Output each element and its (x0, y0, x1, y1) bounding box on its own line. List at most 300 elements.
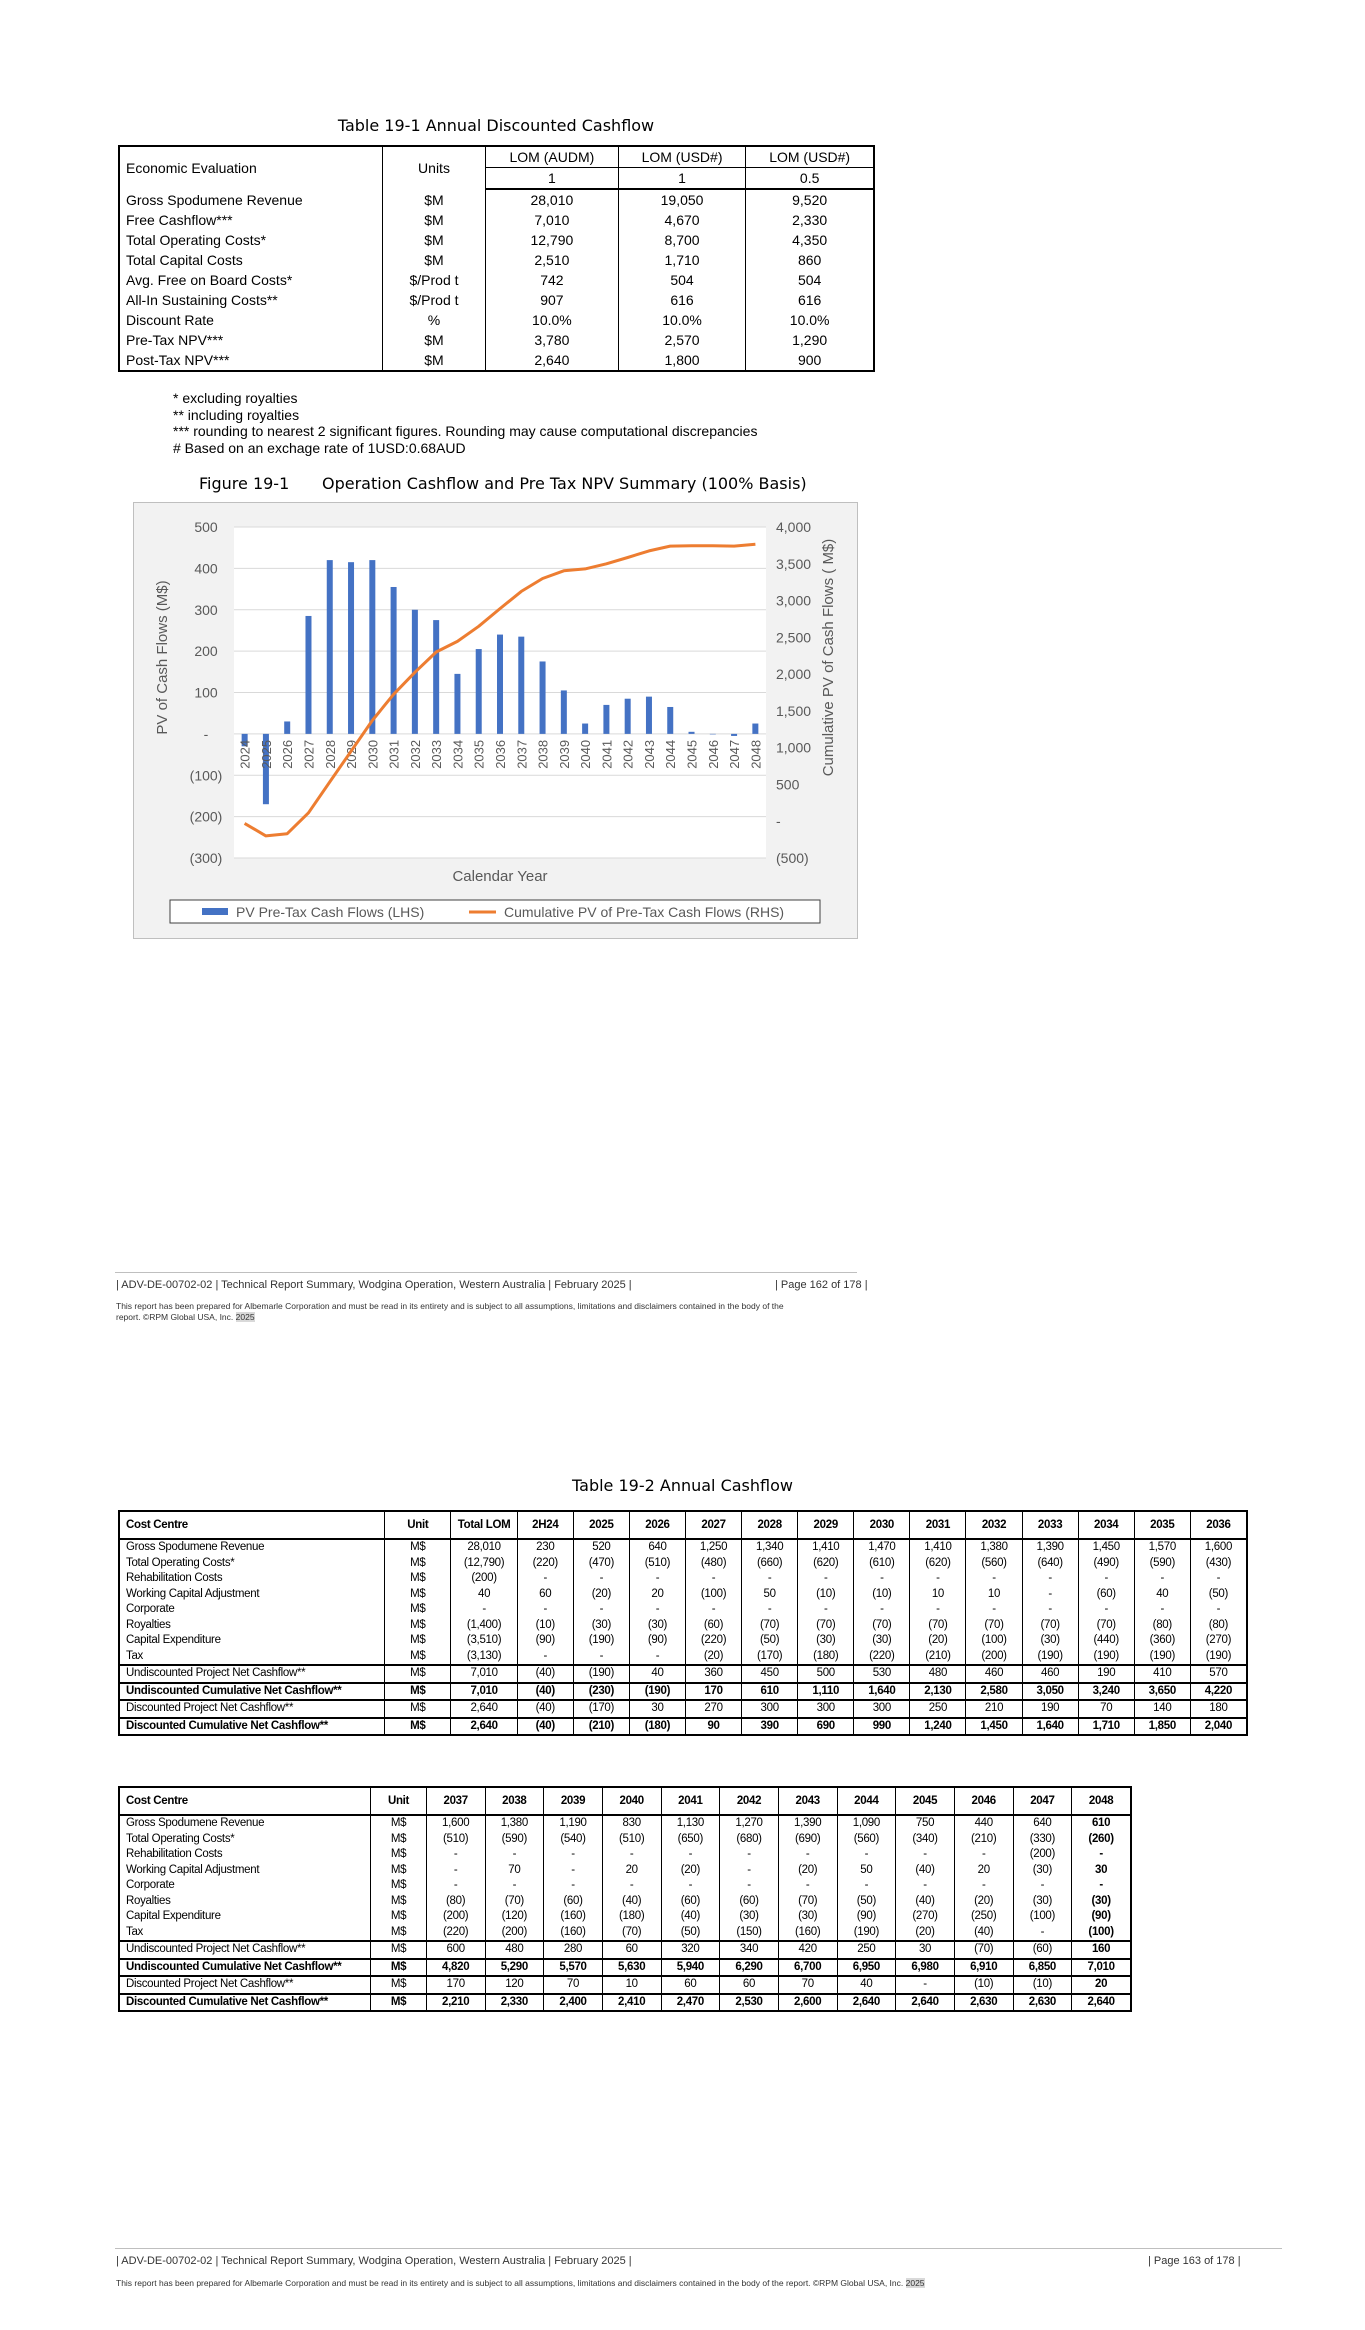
table-row (119, 1718, 1247, 1736)
bar (348, 562, 354, 734)
cell-value: (60) (1078, 1587, 1134, 1603)
cell-value: (10) (1013, 1976, 1072, 1994)
cell-value: (60) (544, 1894, 603, 1910)
cell-value: 6,700 (778, 1959, 837, 1977)
cell-value: (30) (1072, 1894, 1131, 1910)
header-period: 2025 (573, 1511, 629, 1539)
bar (305, 616, 311, 734)
cell-value: (220) (426, 1925, 485, 1942)
cell-value: - (602, 1847, 661, 1863)
cell-value: (610) (854, 1556, 910, 1572)
cell-value: 1,130 (661, 1815, 720, 1832)
cell-value: (190) (1134, 1649, 1190, 1666)
cell-value: (190) (1078, 1649, 1134, 1666)
cell-value: 640 (629, 1539, 685, 1556)
row-label: Discounted Project Net Cashflow** (119, 1700, 385, 1718)
bar (518, 637, 524, 734)
header-period: 2027 (686, 1511, 742, 1539)
cell-value: 750 (896, 1815, 955, 1832)
cell-value: (80) (1134, 1618, 1190, 1634)
y2-tick-label: (500) (776, 850, 809, 866)
cell-value: (50) (661, 1925, 720, 1942)
x-tick-label: 2026 (280, 739, 296, 769)
header-period: 2040 (602, 1787, 661, 1815)
value-lom-audm: 7,010 (486, 210, 619, 230)
cell-value: (660) (742, 1556, 798, 1572)
row-label: Pre-Tax NPV*** (119, 330, 383, 350)
header-lom-audm: LOM (AUDM) (486, 146, 619, 168)
value-lom-usd-1: 616 (618, 290, 746, 310)
cell-value: - (485, 1847, 544, 1863)
row-unit: M$ (385, 1539, 451, 1556)
cell-value: - (573, 1571, 629, 1587)
cell-value: (3,510) (451, 1633, 517, 1649)
table-row (119, 1878, 1131, 1894)
y-tick-label: 100 (194, 684, 218, 701)
y2-axis-title: Cumulative PV of Cash Flows ( M$) (820, 538, 837, 777)
row-unit: M$ (385, 1587, 451, 1603)
cell-value: (510) (629, 1556, 685, 1572)
cell-value: 1,380 (485, 1815, 544, 1832)
cell-value: - (517, 1649, 573, 1666)
x-tick-label: 2044 (663, 739, 679, 769)
cell-value: (40) (896, 1894, 955, 1910)
cell-value: (40) (517, 1683, 573, 1701)
row-unit: M$ (371, 1815, 427, 1832)
cell-value: (170) (573, 1700, 629, 1718)
table-row (119, 1832, 1131, 1848)
x-tick-label: 2038 (535, 739, 551, 769)
legend-bar-swatch (202, 908, 228, 915)
cell-value: (30) (778, 1909, 837, 1925)
cell-value: 1,410 (910, 1539, 966, 1556)
y-tick-label: 300 (194, 601, 218, 618)
disclaimer-year: 2025 (235, 1312, 255, 1322)
cell-value: 600 (426, 1941, 485, 1959)
cell-value: 570 (1190, 1665, 1247, 1683)
row-label: Total Operating Costs* (119, 230, 383, 250)
bar (391, 587, 397, 734)
value-lom-usd-2: 10.0% (746, 310, 874, 330)
bar (369, 560, 375, 734)
cell-value: (440) (1078, 1633, 1134, 1649)
cell-value: - (837, 1847, 896, 1863)
row-label: Royalties (119, 1894, 371, 1910)
footer-divider (115, 1272, 857, 1273)
cell-value: 2,130 (910, 1683, 966, 1701)
x-tick-label: 2035 (471, 739, 487, 769)
cell-value: - (837, 1878, 896, 1894)
cell-value: (100) (686, 1587, 742, 1603)
row-label: Gross Spodumene Revenue (119, 1815, 371, 1832)
disclaimer-text: report. ©RPM Global USA, Inc. (116, 1312, 234, 1322)
note: *** rounding to nearest 2 significant figures. Rounding may cause computational discrepancies (173, 423, 758, 439)
cell-value: 320 (661, 1941, 720, 1959)
figure-label: Figure 19-1 (199, 474, 290, 493)
cell-value: 28,010 (451, 1539, 517, 1556)
value-lom-usd-2: 4,350 (746, 230, 874, 250)
cell-value: 30 (629, 1700, 685, 1718)
cell-value: (70) (966, 1618, 1022, 1634)
cell-value: 690 (798, 1718, 854, 1736)
cell-value: (60) (720, 1894, 779, 1910)
y-tick-label: 500 (194, 519, 218, 535)
bar (327, 560, 333, 734)
cell-value: 990 (854, 1718, 910, 1736)
annual-cashflow-table-part-2 (118, 1786, 1132, 2012)
table-notes (173, 390, 757, 456)
row-label: Free Cashflow*** (119, 210, 383, 230)
cell-value: 210 (966, 1700, 1022, 1718)
cell-value: (560) (966, 1556, 1022, 1572)
cell-value: (270) (896, 1909, 955, 1925)
cell-value: (40) (517, 1700, 573, 1718)
cell-value: 2,640 (1072, 1994, 1131, 2012)
cell-value: (340) (896, 1832, 955, 1848)
cell-value: - (1072, 1878, 1131, 1894)
cell-value: - (544, 1847, 603, 1863)
row-unit: M$ (385, 1556, 451, 1572)
table-row (119, 1700, 1247, 1718)
cell-value: 2,640 (896, 1994, 955, 2012)
cell-value: (70) (485, 1894, 544, 1910)
cell-value: (20) (661, 1863, 720, 1879)
cell-value: - (1190, 1602, 1247, 1618)
footer-disclaimer (116, 1301, 876, 1323)
cell-value: (30) (798, 1633, 854, 1649)
cell-value: 5,630 (602, 1959, 661, 1977)
disclaimer-text: This report has been prepared for Albemarle Corporation and must be read in its entirety and is subject to all assumptions, limitations and disclaimers contained in the body of the report. ©RPM Global USA, Inc. (116, 2278, 904, 2288)
cell-value: 190 (1078, 1665, 1134, 1683)
cell-value: 300 (742, 1700, 798, 1718)
table-row (119, 1556, 1247, 1572)
cell-value: - (544, 1878, 603, 1894)
cell-value: 1,850 (1134, 1718, 1190, 1736)
cell-value: 2,470 (661, 1994, 720, 2012)
table-row (119, 1847, 1131, 1863)
table-row (119, 1618, 1247, 1634)
cell-value: 40 (451, 1587, 517, 1603)
cell-value: 610 (1072, 1815, 1131, 1832)
table-row (119, 189, 874, 210)
cell-value: (200) (426, 1909, 485, 1925)
cell-value: - (661, 1878, 720, 1894)
bar (752, 724, 758, 734)
value-lom-usd-2: 2,330 (746, 210, 874, 230)
cell-value: - (686, 1602, 742, 1618)
row-unit: M$ (385, 1718, 451, 1736)
cell-value: 2,530 (720, 1994, 779, 2012)
cell-value: - (1134, 1571, 1190, 1587)
cell-value: 50 (742, 1587, 798, 1603)
cell-value: - (1078, 1571, 1134, 1587)
y2-tick-label: 500 (776, 776, 800, 793)
cell-value: (70) (602, 1925, 661, 1942)
cell-value: - (629, 1649, 685, 1666)
x-tick-label: 2047 (727, 739, 743, 769)
cell-value: 500 (798, 1665, 854, 1683)
header-period: 2044 (837, 1787, 896, 1815)
bar (582, 724, 588, 734)
header-period: 2033 (1022, 1511, 1078, 1539)
cell-value: - (854, 1602, 910, 1618)
cell-value: (80) (1190, 1618, 1247, 1634)
row-label: Discounted Cumulative Net Cashflow** (119, 1718, 385, 1736)
table-row (119, 1571, 1247, 1587)
cell-value: (90) (517, 1633, 573, 1649)
footer-page-number: | Page 163 of 178 | (1148, 2255, 1241, 2267)
cell-value: 4,820 (426, 1959, 485, 1977)
value-lom-usd-1: 1,800 (618, 350, 746, 371)
cell-value: - (1022, 1571, 1078, 1587)
value-lom-audm: 742 (486, 270, 619, 290)
table-row (119, 230, 874, 250)
cell-value: (210) (573, 1718, 629, 1736)
cell-value: 190 (1022, 1700, 1078, 1718)
cell-value: 360 (686, 1665, 742, 1683)
row-unit: M$ (371, 1894, 427, 1910)
header-period: 2030 (854, 1511, 910, 1539)
cell-value: 120 (485, 1976, 544, 1994)
cell-value: (510) (602, 1832, 661, 1848)
x-tick-label: 2030 (365, 739, 381, 769)
cell-value: (220) (517, 1556, 573, 1572)
row-label: Capital Expenditure (119, 1633, 385, 1649)
cell-value: 230 (517, 1539, 573, 1556)
cell-value: - (485, 1878, 544, 1894)
value-lom-usd-1: 19,050 (618, 189, 746, 210)
cell-value: - (854, 1571, 910, 1587)
cell-value: (510) (426, 1832, 485, 1848)
cell-value: 480 (910, 1665, 966, 1683)
cell-value: 1,270 (720, 1815, 779, 1832)
table-row (119, 1909, 1131, 1925)
cell-value: 1,640 (854, 1683, 910, 1701)
cell-value: 180 (1190, 1700, 1247, 1718)
cell-value: (220) (854, 1649, 910, 1666)
cell-value: 7,010 (451, 1665, 517, 1683)
value-lom-audm: 12,790 (486, 230, 619, 250)
cell-value: 480 (485, 1941, 544, 1959)
value-lom-audm: 28,010 (486, 189, 619, 210)
row-label: Discount Rate (119, 310, 383, 330)
row-unit: $M (383, 350, 486, 371)
value-lom-usd-1: 8,700 (618, 230, 746, 250)
cell-value: - (602, 1878, 661, 1894)
cell-value: (10) (798, 1587, 854, 1603)
header-economic-evaluation: Economic Evaluation (119, 146, 383, 189)
cell-value: 830 (602, 1815, 661, 1832)
y-tick-label: (100) (189, 767, 223, 784)
row-unit: M$ (371, 1863, 427, 1879)
cell-value: - (661, 1847, 720, 1863)
cell-value: 10 (910, 1587, 966, 1603)
cell-value: 1,640 (1022, 1718, 1078, 1736)
row-label: Corporate (119, 1602, 385, 1618)
row-unit: $/Prod t (383, 290, 486, 310)
header-period: 2045 (896, 1787, 955, 1815)
cell-value: (20) (573, 1587, 629, 1603)
y2-tick-label: 3,500 (776, 555, 812, 572)
cell-value: - (573, 1602, 629, 1618)
value-lom-usd-2: 860 (746, 250, 874, 270)
header-period: 2035 (1134, 1511, 1190, 1539)
cell-value: 7,010 (451, 1683, 517, 1701)
cell-value: (200) (966, 1649, 1022, 1666)
cell-value: (210) (954, 1832, 1013, 1848)
x-tick-label: 2033 (429, 739, 445, 769)
cell-value: 300 (798, 1700, 854, 1718)
row-unit: M$ (385, 1665, 451, 1683)
cell-value: 250 (910, 1700, 966, 1718)
cell-value: 3,650 (1134, 1683, 1190, 1701)
value-lom-usd-2: 616 (746, 290, 874, 310)
cell-value: 2,630 (954, 1994, 1013, 2012)
cell-value: (40) (602, 1894, 661, 1910)
cell-value: 170 (426, 1976, 485, 1994)
row-label: Total Operating Costs* (119, 1556, 385, 1572)
bar (561, 690, 567, 733)
cell-value: 6,980 (896, 1959, 955, 1977)
x-tick-label: 2039 (556, 739, 572, 769)
row-label: Undiscounted Project Net Cashflow** (119, 1941, 371, 1959)
row-unit: M$ (371, 1925, 427, 1942)
cell-value: (70) (1022, 1618, 1078, 1634)
row-unit: M$ (385, 1602, 451, 1618)
footer-divider (115, 2248, 1282, 2249)
cell-value: - (954, 1878, 1013, 1894)
row-label: Corporate (119, 1878, 371, 1894)
header-period: 2036 (1190, 1511, 1247, 1539)
x-tick-label: 2041 (599, 739, 615, 769)
cell-value: - (629, 1571, 685, 1587)
cell-value: (590) (485, 1832, 544, 1848)
cell-value: - (798, 1571, 854, 1587)
row-label: Rehabilitation Costs (119, 1847, 371, 1863)
header-period: 2041 (661, 1787, 720, 1815)
row-label: Capital Expenditure (119, 1909, 371, 1925)
subheader-usd-2: 0.5 (746, 168, 874, 190)
cell-value: (190) (837, 1925, 896, 1942)
table-row (119, 1941, 1131, 1959)
cell-value: 1,410 (798, 1539, 854, 1556)
cell-value: 340 (720, 1941, 779, 1959)
value-lom-audm: 2,640 (486, 350, 619, 371)
cell-value: (190) (573, 1665, 629, 1683)
cell-value: - (426, 1863, 485, 1879)
bar (284, 721, 290, 733)
cell-value: - (686, 1571, 742, 1587)
header-unit: Unit (385, 1511, 451, 1539)
cell-value: 140 (1134, 1700, 1190, 1718)
table-row (119, 1633, 1247, 1649)
cell-value: (180) (798, 1649, 854, 1666)
y-tick-label: (300) (189, 850, 223, 866)
row-label: Total Capital Costs (119, 250, 383, 270)
value-lom-usd-1: 504 (618, 270, 746, 290)
cell-value: 440 (954, 1815, 1013, 1832)
cell-value: (90) (629, 1633, 685, 1649)
y2-tick-label: 3,000 (776, 592, 812, 609)
cell-value: (30) (1013, 1894, 1072, 1910)
cell-value: 50 (837, 1863, 896, 1879)
cell-value: 420 (778, 1941, 837, 1959)
cell-value: 1,240 (910, 1718, 966, 1736)
value-lom-usd-2: 900 (746, 350, 874, 371)
cell-value: (20) (778, 1863, 837, 1879)
cell-value: (70) (910, 1618, 966, 1634)
y2-tick-label: - (776, 813, 781, 830)
note: ** including royalties (173, 406, 300, 423)
table-row (119, 1602, 1247, 1618)
cell-value: 640 (1013, 1815, 1072, 1832)
row-unit: $M (383, 330, 486, 350)
row-unit: M$ (371, 1976, 427, 1994)
cell-value: 2,040 (1190, 1718, 1247, 1736)
cell-value: 1,390 (778, 1815, 837, 1832)
row-label: Rehabilitation Costs (119, 1571, 385, 1587)
cell-value: (590) (1134, 1556, 1190, 1572)
cell-value: 1,710 (1078, 1718, 1134, 1736)
x-tick-label: 2024 (237, 739, 253, 769)
footer-doc-info: | ADV-DE-00702-02 | Technical Report Summary, Wodgina Operation, Western Australia | February 2025 | (116, 1279, 632, 1291)
cell-value: 6,290 (720, 1959, 779, 1977)
y2-tick-label: 2,000 (776, 666, 812, 683)
cell-value: 300 (854, 1700, 910, 1718)
cell-value: (10) (517, 1618, 573, 1634)
cell-value: (20) (686, 1649, 742, 1666)
cell-value: 6,950 (837, 1959, 896, 1977)
row-unit: M$ (371, 1832, 427, 1848)
row-label: Tax (119, 1649, 385, 1666)
cell-value: (30) (1022, 1633, 1078, 1649)
header-period: 2034 (1078, 1511, 1134, 1539)
value-lom-usd-1: 4,670 (618, 210, 746, 230)
cell-value: (60) (661, 1894, 720, 1910)
value-lom-usd-1: 1,710 (618, 250, 746, 270)
cell-value: (690) (778, 1832, 837, 1848)
table-row (119, 330, 874, 350)
cell-value: (50) (742, 1633, 798, 1649)
cell-value: 1,600 (426, 1815, 485, 1832)
table-row (119, 310, 874, 330)
table-row (119, 210, 874, 230)
row-unit: M$ (371, 1878, 427, 1894)
row-unit: % (383, 310, 486, 330)
cell-value: (330) (1013, 1832, 1072, 1848)
cell-value: (230) (573, 1683, 629, 1701)
cell-value: (540) (544, 1832, 603, 1848)
cell-value: - (720, 1863, 779, 1879)
row-label: Total Operating Costs* (119, 1832, 371, 1848)
x-tick-label: 2031 (386, 739, 402, 769)
value-lom-audm: 2,510 (486, 250, 619, 270)
table-row (119, 1925, 1131, 1942)
cell-value: 460 (966, 1665, 1022, 1683)
table-row (119, 1649, 1247, 1666)
x-tick-label: 2043 (641, 739, 657, 769)
chart-svg (134, 503, 857, 938)
row-label: Working Capital Adjustment (119, 1863, 371, 1879)
bar (710, 734, 716, 735)
cell-value: - (896, 1976, 955, 1994)
header-period: 2048 (1072, 1787, 1131, 1815)
row-unit: M$ (371, 1994, 427, 2012)
row-label: All-In Sustaining Costs** (119, 290, 383, 310)
cell-value: - (742, 1571, 798, 1587)
bar (497, 635, 503, 734)
cell-value: (70) (854, 1618, 910, 1634)
